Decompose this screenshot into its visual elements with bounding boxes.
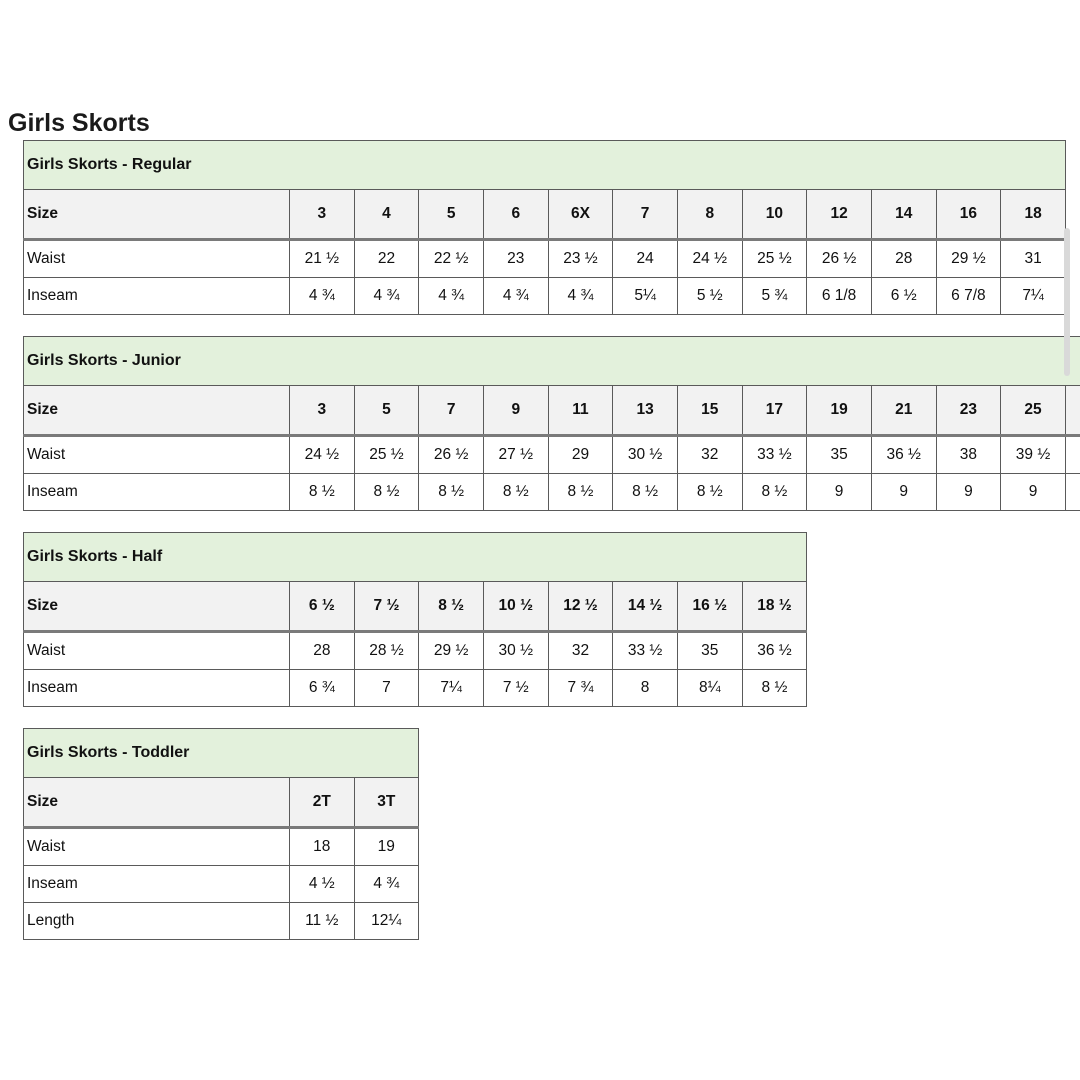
table-title: Girls Skorts - Toddler: [24, 729, 419, 778]
table-title: Girls Skorts - Half: [24, 533, 807, 582]
value-cell: 33 ½: [742, 436, 807, 474]
size-label: Size: [24, 582, 290, 632]
value-cell: 38: [936, 436, 1001, 474]
size-cell: 2T: [290, 778, 355, 828]
value-cell: 22: [354, 240, 419, 278]
value-cell: 6 7/8: [936, 278, 1001, 315]
value-cell: 8¼: [677, 670, 742, 707]
row-label: Inseam: [24, 866, 290, 903]
size-cell: 6X: [548, 190, 613, 240]
size-header-row: [24, 582, 807, 632]
size-table-junior: [23, 336, 1080, 511]
table-title-row: [24, 729, 419, 778]
size-label: Size: [24, 386, 290, 436]
size-table-half: [23, 532, 807, 707]
value-cell: 7: [354, 670, 419, 707]
value-cell: 4 ¾: [354, 866, 419, 903]
size-cell: 6: [483, 190, 548, 240]
size-cell: 18: [1001, 190, 1066, 240]
value-cell: 29 ½: [419, 632, 484, 670]
cut-off-cell: [1065, 436, 1080, 474]
value-cell: 23: [483, 240, 548, 278]
size-cell: 12 ½: [548, 582, 613, 632]
size-cell: 16: [936, 190, 1001, 240]
row-label: Waist: [24, 828, 290, 866]
table-title-row: [24, 533, 807, 582]
row-label: Inseam: [24, 670, 290, 707]
value-cell: 35: [807, 436, 872, 474]
size-cell: 10: [742, 190, 807, 240]
value-cell: 8: [613, 670, 678, 707]
value-cell: 9: [936, 474, 1001, 511]
value-cell: 25 ½: [354, 436, 419, 474]
size-cell: 6 ½: [290, 582, 355, 632]
waist-row: [24, 828, 419, 866]
size-cell: 17: [742, 386, 807, 436]
value-cell: 7¼: [419, 670, 484, 707]
value-cell: 29: [548, 436, 613, 474]
cut-off-cell: [1065, 474, 1080, 511]
value-cell: 9: [1001, 474, 1066, 511]
value-cell: 8 ½: [613, 474, 678, 511]
size-header-row: [24, 386, 1080, 436]
value-cell: 8 ½: [742, 474, 807, 511]
value-cell: 32: [677, 436, 742, 474]
size-cell: 12: [807, 190, 872, 240]
value-cell: 9: [807, 474, 872, 511]
size-cell: 7 ½: [354, 582, 419, 632]
value-cell: 8 ½: [677, 474, 742, 511]
value-cell: 8 ½: [419, 474, 484, 511]
value-cell: 6 1/8: [807, 278, 872, 315]
size-cell: 23: [936, 386, 1001, 436]
size-cell: 10 ½: [483, 582, 548, 632]
value-cell: 24 ½: [290, 436, 355, 474]
size-cell: 14 ½: [613, 582, 678, 632]
value-cell: 4 ¾: [419, 278, 484, 315]
size-cell: 18 ½: [742, 582, 807, 632]
row-label: Waist: [24, 632, 290, 670]
table-title: Girls Skorts - Regular: [24, 141, 1066, 190]
row-label: Inseam: [24, 474, 290, 511]
value-cell: 11 ½: [290, 903, 355, 940]
inseam-row: [24, 474, 1080, 511]
value-cell: 25 ½: [742, 240, 807, 278]
value-cell: 12¼: [354, 903, 419, 940]
size-label: Size: [24, 190, 290, 240]
value-cell: 35: [677, 632, 742, 670]
scrollbar-thumb[interactable]: [1064, 228, 1070, 376]
length-row: [24, 903, 419, 940]
value-cell: 30 ½: [613, 436, 678, 474]
table-title: Girls Skorts - Junior: [24, 337, 1080, 386]
size-header-row: [24, 190, 1066, 240]
inseam-row: [24, 866, 419, 903]
size-cell: 15: [677, 386, 742, 436]
size-cell: 3: [290, 190, 355, 240]
size-cell: 16 ½: [677, 582, 742, 632]
value-cell: 32: [548, 632, 613, 670]
value-cell: 39 ½: [1001, 436, 1066, 474]
value-cell: 8 ½: [354, 474, 419, 511]
value-cell: 4 ¾: [548, 278, 613, 315]
size-cell: 7: [613, 190, 678, 240]
value-cell: 36 ½: [871, 436, 936, 474]
size-cell: 9: [483, 386, 548, 436]
value-cell: 36 ½: [742, 632, 807, 670]
value-cell: 9: [871, 474, 936, 511]
inseam-row: [24, 278, 1066, 315]
value-cell: 31: [1001, 240, 1066, 278]
value-cell: 8 ½: [483, 474, 548, 511]
value-cell: 5 ¾: [742, 278, 807, 315]
value-cell: 28: [290, 632, 355, 670]
size-cell: 3: [290, 386, 355, 436]
page-title: Girls Skorts: [8, 109, 150, 137]
value-cell: 23 ½: [548, 240, 613, 278]
value-cell: 7 ½: [483, 670, 548, 707]
size-cell: 5: [354, 386, 419, 436]
size-cell: 21: [871, 386, 936, 436]
value-cell: 26 ½: [419, 436, 484, 474]
value-cell: 29 ½: [936, 240, 1001, 278]
value-cell: 28: [871, 240, 936, 278]
value-cell: 24 ½: [677, 240, 742, 278]
row-label: Waist: [24, 436, 290, 474]
value-cell: 18: [290, 828, 355, 866]
size-cell: 11: [548, 386, 613, 436]
value-cell: 6 ¾: [290, 670, 355, 707]
value-cell: 4 ½: [290, 866, 355, 903]
size-cell: 19: [807, 386, 872, 436]
value-cell: 22 ½: [419, 240, 484, 278]
row-label: Inseam: [24, 278, 290, 315]
value-cell: 8 ½: [548, 474, 613, 511]
waist-row: [24, 632, 807, 670]
inseam-row: [24, 670, 807, 707]
value-cell: 4 ¾: [483, 278, 548, 315]
size-cell: 8 ½: [419, 582, 484, 632]
row-label: Waist: [24, 240, 290, 278]
value-cell: 5¼: [613, 278, 678, 315]
size-cell: 7: [419, 386, 484, 436]
waist-row: [24, 436, 1080, 474]
size-table-toddler: [23, 728, 419, 940]
value-cell: 7 ¾: [548, 670, 613, 707]
size-cell: 14: [871, 190, 936, 240]
value-cell: 19: [354, 828, 419, 866]
table-title-row: [24, 337, 1080, 386]
value-cell: 21 ½: [290, 240, 355, 278]
size-cell: 8: [677, 190, 742, 240]
value-cell: 30 ½: [483, 632, 548, 670]
value-cell: 5 ½: [677, 278, 742, 315]
size-label: Size: [24, 778, 290, 828]
cut-off-cell: [1065, 386, 1080, 436]
value-cell: 8 ½: [742, 670, 807, 707]
size-cell: 25: [1001, 386, 1066, 436]
value-cell: 8 ½: [290, 474, 355, 511]
size-cell: 3T: [354, 778, 419, 828]
size-cell: 5: [419, 190, 484, 240]
size-cell: 4: [354, 190, 419, 240]
value-cell: 27 ½: [483, 436, 548, 474]
size-header-row: [24, 778, 419, 828]
value-cell: 4 ¾: [290, 278, 355, 315]
row-label: Length: [24, 903, 290, 940]
value-cell: 4 ¾: [354, 278, 419, 315]
value-cell: 7¼: [1001, 278, 1066, 315]
size-table-regular: [23, 140, 1066, 315]
value-cell: 26 ½: [807, 240, 872, 278]
size-cell: 13: [613, 386, 678, 436]
table-title-row: [24, 141, 1066, 190]
value-cell: 6 ½: [871, 278, 936, 315]
value-cell: 33 ½: [613, 632, 678, 670]
value-cell: 28 ½: [354, 632, 419, 670]
waist-row: [24, 240, 1066, 278]
value-cell: 24: [613, 240, 678, 278]
